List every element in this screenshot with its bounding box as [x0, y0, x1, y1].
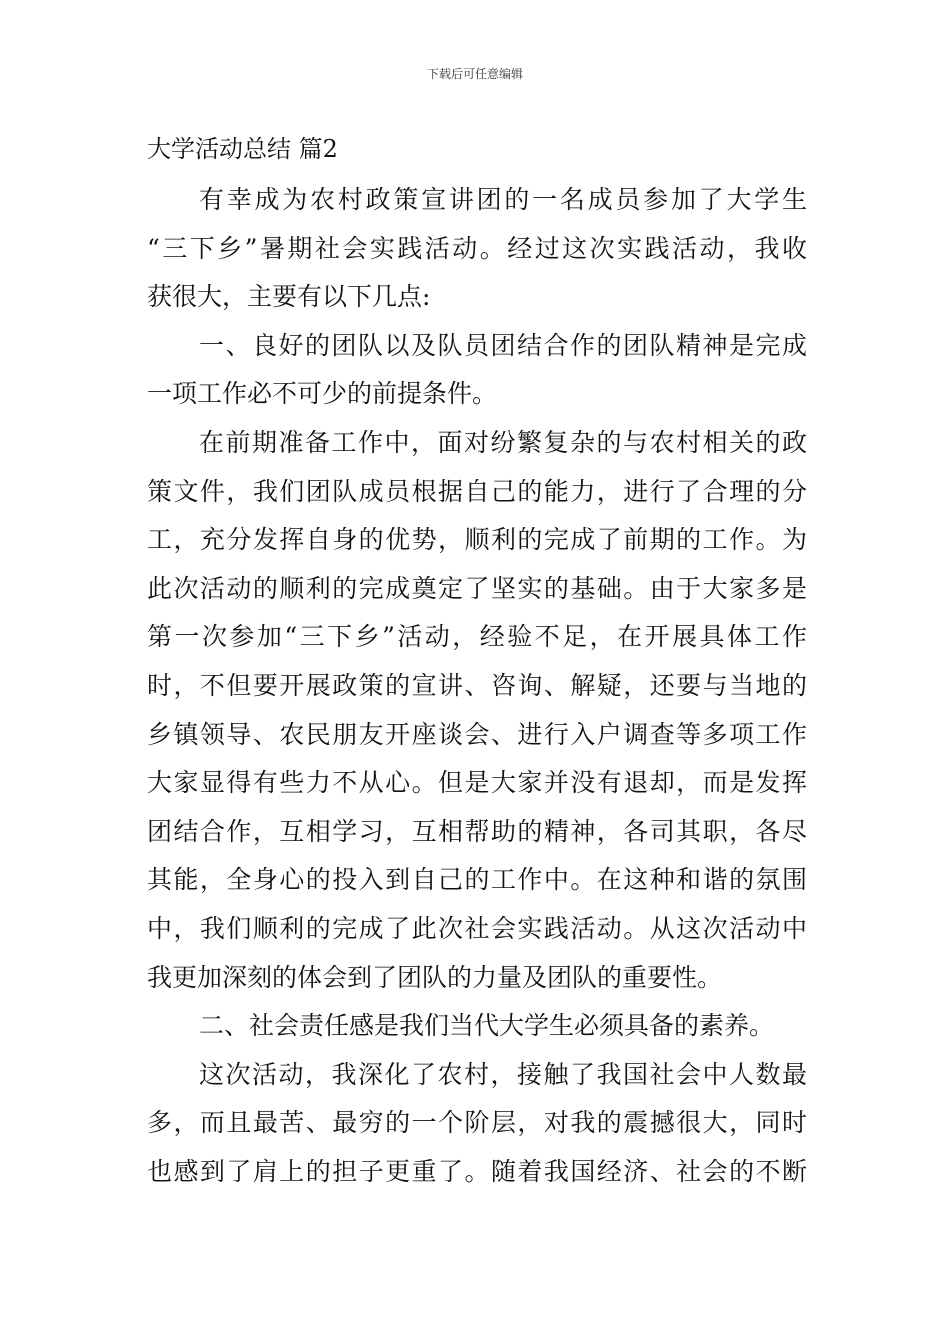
text-line: 其能，全身心的投入到自己的工作中。在这种和谐的氛围 — [147, 865, 807, 895]
text-line: 获很大，主要有以下几点: — [147, 282, 431, 312]
text-line: 一、良好的团队以及队员团结合作的团队精神是完成 — [199, 330, 807, 360]
document-title: 大学活动总结 篇2 — [147, 135, 338, 163]
text-line: 大家显得有些力不从心。但是大家并没有退却，而是发挥 — [147, 768, 807, 798]
text-line: 多，而且最苦、最穷的一个阶层，对我的震撼很大，同时 — [147, 1108, 807, 1138]
text-line: 策文件，我们团队成员根据自己的能力，进行了合理的分 — [147, 476, 807, 506]
document-body — [147, 180, 807, 1200]
text-line: 也感到了肩上的担子更重了。随着我国经济、社会的不断 — [147, 1156, 807, 1186]
text-line: 二、社会责任感是我们当代大学生必须具备的素养。 — [199, 1011, 775, 1041]
text-line: 这次活动，我深化了农村，接触了我国社会中人数最 — [199, 1059, 807, 1089]
text-line: 乡镇领导、农民朋友开座谈会、进行入户调查等多项工作 — [147, 719, 807, 749]
text-line: 时，不但要开展政策的宣讲、咨询、解疑，还要与当地的 — [147, 670, 807, 700]
text-line: 此次活动的顺利的完成奠定了坚实的基础。由于大家多是 — [147, 573, 807, 603]
text-line: 工，充分发挥自身的优势，顺利的完成了前期的工作。为 — [147, 525, 807, 555]
text-line: 在前期准备工作中，面对纷繁复杂的与农村相关的政 — [199, 427, 807, 457]
text-line: 中，我们顺利的完成了此次社会实践活动。从这次活动中 — [147, 913, 807, 943]
text-line: 我更加深刻的体会到了团队的力量及团队的重要性。 — [147, 962, 723, 992]
text-line: “三下乡”暑期社会实践活动。经过这次实践活动，我收 — [147, 233, 807, 263]
header-note: 下载后可任意编辑 — [426, 67, 523, 81]
text-line: 第一次参加“三下乡”活动，经验不足，在开展具体工作 — [147, 622, 807, 652]
text-line: 有幸成为农村政策宣讲团的一名成员参加了大学生 — [199, 185, 807, 214]
text-line: 团结合作，互相学习，互相帮助的精神，各司其职，各尽 — [147, 816, 807, 846]
text-line: 一项工作必不可少的前提条件。 — [147, 379, 498, 409]
